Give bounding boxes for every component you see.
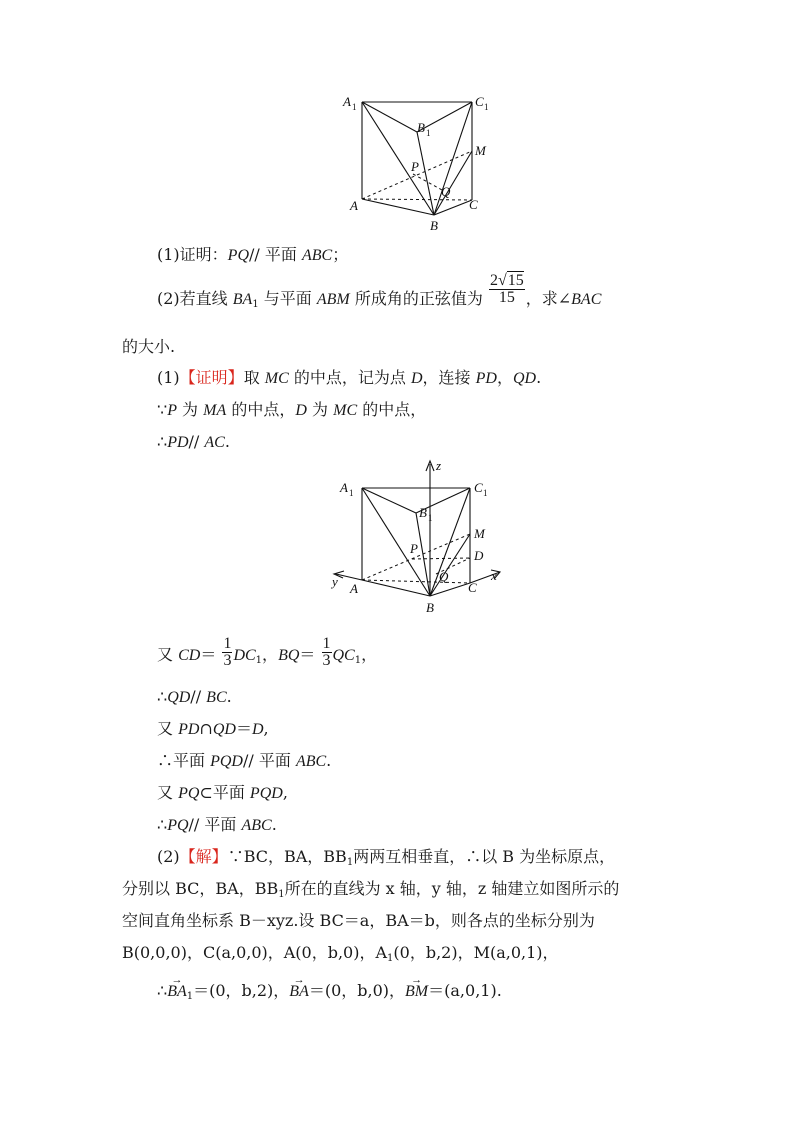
svg-text:1: 1 [349,488,354,498]
solution2-line-1: (2)【解】∵BC，BA，$BB_1$两两互相垂直，∴以 B 为坐标原点， [157,847,616,868]
svg-text:1: 1 [352,102,357,112]
label-B: B [426,600,434,615]
solution-line-7: ∴平面 PQD// 平面 ABC. [157,751,332,770]
fraction-one-third: $\frac{1}{3}$ [223,635,232,669]
problem-part2-line2: 的大小. [122,337,176,356]
label-x: x [491,568,497,583]
solution-line-6: 又 PD∩QD＝D, [157,719,269,738]
solution-line-8: 又 PQ⊂平面 PQD, [157,783,288,802]
svg-text:1: 1 [426,128,431,138]
solution2-line-2: 分别以 BC，BA，$BB_1$所在的直线为 x 轴，y 轴，z 轴建立如图所示的 [122,879,620,900]
problem-part2: (2)若直线 $BA_1$ 与平面 ABM 所成角的正弦值为 $\frac{2√15}{15}$ ，求∠BAC [157,272,602,310]
solution-line-9: ∴PQ// 平面 ABC. [157,815,277,834]
solution-tag: 【解】 [179,847,228,866]
label-C: C [469,197,478,212]
svg-text:1: 1 [483,488,488,498]
solution2-line-4: B(0,0,0)，C(a,0,0)，A(0，b,0)，$A_1(0$，b,2)，M(a,0,1)， [122,943,559,964]
solution2-line-3: 空间直角坐标系 B－xyz.设 BC＝a，BA＝b，则各点的坐标分别为 [122,911,595,930]
label-C1: C [474,480,483,495]
label-B1: B [417,120,425,135]
label-M: M [475,143,486,158]
solution2-line-5: ∴→ $BA_1=(0$，b,2)，→ BA＝(0，b,0)，→ BM＝(a,0,1). [157,980,502,1008]
label-B: B [430,218,438,233]
vector-BM: → BM [405,981,428,1003]
label-P: P [411,159,419,174]
svg-text:1: 1 [428,513,433,523]
label-C: C [468,580,477,595]
label-A: A [350,198,358,213]
proof-tag: 【证明】 [179,368,244,387]
label-A: A [350,581,358,596]
vector-BA: → BA [289,981,309,1003]
solution-line-1: (1)【证明】取 MC 的中点，记为点 D，连接 PD，QD. [157,368,542,387]
vector-BA1: → BA [167,981,187,1003]
label-C1: C [475,94,484,109]
fraction-one-third-2: $\frac{1}{3}$ [322,635,331,669]
label-D: D [474,548,484,563]
solution-line-4: 又 CD＝ $\frac{1}{3}$ $DC_1$，BQ＝ $\frac{1}{3}$ $QC_1$， [157,635,378,669]
solution-line-2: ∵P 为 MA 的中点，D 为 MC 的中点， [157,400,427,419]
figure-prism-2-coordinates [328,456,508,616]
label-M: M [474,526,485,541]
svg-text:1: 1 [484,102,489,112]
problem-part1: (1)证明：PQ// 平面 ABC； [157,245,349,264]
figure-prism-1 [335,92,505,237]
label-B1: B [419,505,427,520]
label-Q: Q [441,184,451,199]
label-Q: Q [439,569,449,584]
label-z: z [436,458,442,473]
label-P: P [410,541,418,556]
label-A1: A [340,480,348,495]
label-A1: A [343,94,351,109]
label-y: y [332,574,338,589]
fraction-sine: $\frac{2√15}{15}$ [489,272,524,306]
solution-line-5: ∴QD// BC. [157,687,232,706]
solution-line-3: ∴PD// AC. [157,432,230,451]
